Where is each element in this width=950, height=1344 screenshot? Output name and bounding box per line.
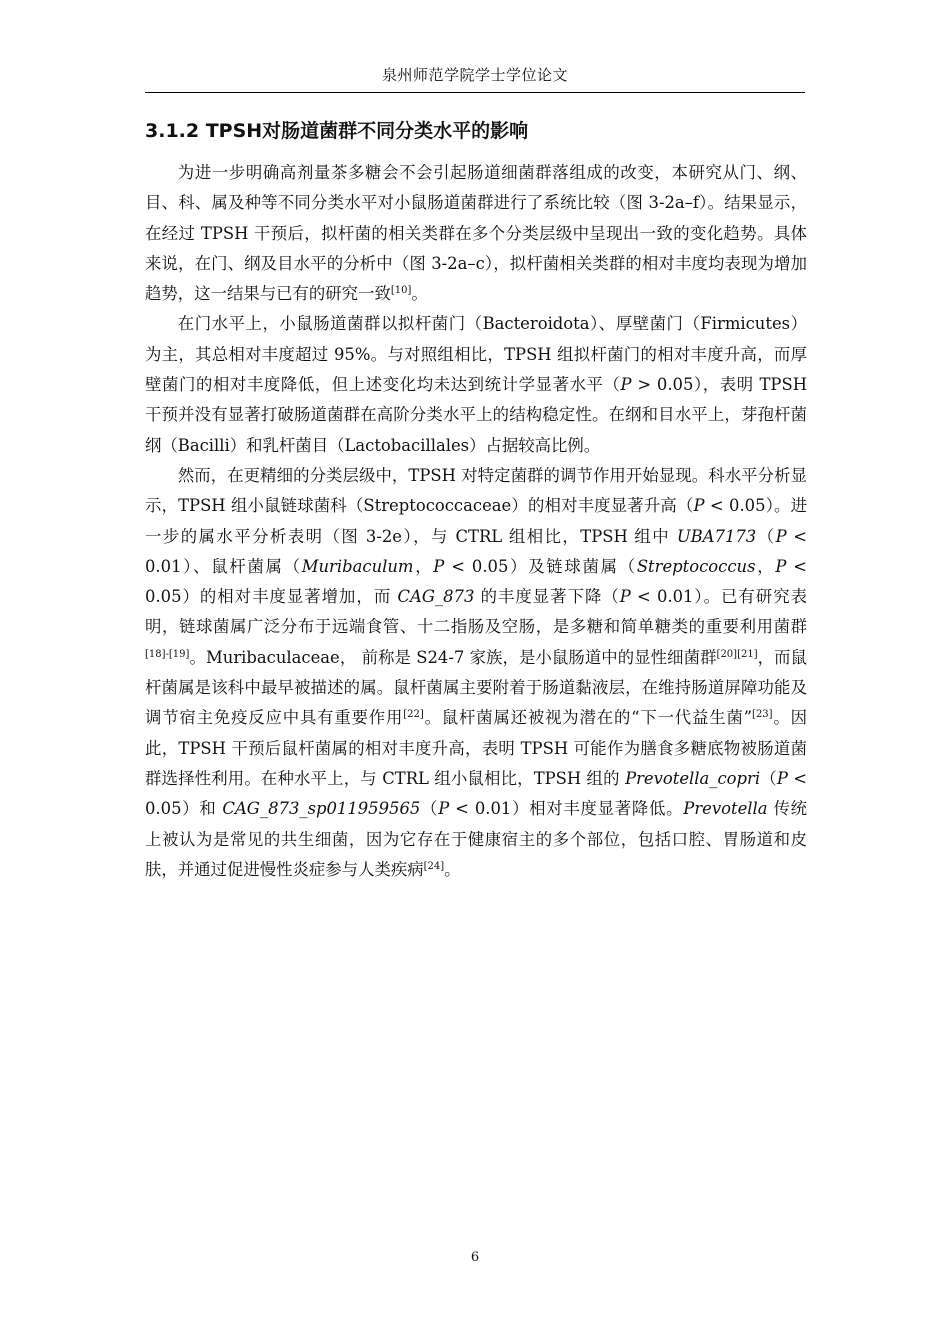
page-number: 6	[470, 1250, 480, 1265]
italic-term: CAG_873	[397, 587, 475, 607]
italic-term: Streptococcus	[636, 556, 756, 576]
italic-term: P	[433, 556, 445, 576]
text-run: ，而鼠杆菌属是该科中最早被描述的属。鼠杆菌属主要附着于肠道黏液层，在维持肠道屏障功能及调节宿主免疫反应中具有重要作用	[145, 647, 808, 728]
text-run: 。因此，TPSH 干预后鼠杆菌属的相对丰度升高，表明 TPSH 可能作为膳食多糖底物被肠道菌群选择性利用。在种水平上，与 CTRL 组小鼠相比，TPSH 组的	[145, 708, 808, 788]
text-run: < 0.05）及链球菌属（	[444, 556, 637, 576]
section-heading: 3.1.2 TPSH对肠道菌群不同分类水平的影响	[145, 120, 529, 142]
citation-ref: [20][21]	[716, 648, 758, 660]
text-run: < 0.05）的相对丰度显著增加，而	[145, 556, 807, 607]
text-run: 为进一步明确高剂量茶多糖会不会引起肠道细菌群落组成的改变，本研究从门、纲、目、科、属及种等不同分类水平对小鼠肠道菌群进行了系统比较（图 3-2a–f）。结果显示，在经过 TPSH 干预后，拟杆菌的相关类群在多个分类层级中呈现出一致的变化趋势。具体来说，在门、纲及目水平的分析中（图 3-2a–c），拟杆菌相关类群的相对丰度均表现为增加趋势，这一结果与已有的研究一致	[145, 163, 807, 304]
text-run: 。	[444, 859, 461, 879]
text-run: 在门水平上，小鼠肠道菌群以拟杆菌门（Bacteroidota）、厚壁菌门（Firmicutes）为主，其总相对丰度超过 95%。与对照组相比，TPSH 组拟杆菌门的相对丰度升高，而厚壁菌门的相对丰度降低，但上述变化均未达到统计学显著水平（	[145, 314, 807, 395]
header-title: 泉州师范学院学士学位论文	[381, 66, 568, 84]
italic-term: P	[693, 496, 705, 516]
italic-term: P	[438, 799, 450, 819]
paragraph	[145, 158, 807, 309]
citation-ref: [24]	[423, 860, 445, 872]
citation-ref: [18]-[19]	[145, 648, 190, 660]
body-text	[145, 158, 807, 885]
text-run: < 0.05）。进一步的属水平分析表明（图 3-2e），与 CTRL 组相比，TPSH 组中	[145, 496, 807, 546]
page-header	[145, 58, 805, 93]
text-run: 。	[411, 284, 428, 304]
italic-term: Muribaculum	[301, 556, 414, 576]
text-run: 传统上被认为是常见的共生细菌，因为它存在于健康宿主的多个部位，包括口腔、胃肠道和皮肤，并通过促进慢性炎症参与人类疾病	[145, 799, 807, 879]
citation-ref: [23]	[752, 709, 773, 721]
italic-term: P	[619, 587, 631, 607]
text-run: ，	[755, 556, 776, 576]
text-run: 的丰度显著下降（	[474, 587, 620, 607]
text-run: < 0.01）、鼠杆菌属（	[145, 526, 807, 576]
text-run: （	[760, 768, 777, 788]
paragraph	[145, 309, 807, 460]
italic-term: P	[620, 375, 632, 395]
citation-ref: [22]	[403, 709, 424, 721]
text-run: < 0.05）和	[145, 768, 807, 819]
italic-term: P	[775, 556, 787, 576]
text-run: （	[756, 526, 776, 546]
text-run: 。Muribaculaceae， 前称是 S24-7 家族，是小鼠肠道中的显性细菌群	[189, 647, 717, 667]
text-run: （	[420, 799, 439, 819]
italic-term: P	[775, 526, 787, 546]
italic-term: P	[776, 768, 788, 788]
italic-term: CAG_873_sp011959565	[222, 799, 421, 819]
italic-term: UBA7173	[676, 526, 757, 546]
text-run: 。鼠杆菌属还被视为潜在的“下一代益生菌”	[423, 708, 753, 728]
text-run: < 0.01）。已有研究表明，链球菌属广泛分布于远端食管、十二指肠及空肠，是多糖和简单糖类的重要利用菌群	[145, 587, 807, 637]
text-run: ，	[413, 556, 434, 576]
paragraph	[145, 461, 807, 885]
text-run: > 0.05），表明 TPSH 干预并没有显著打破肠道菌群在高阶分类水平上的结构稳定性。在纲和目水平上，芽孢杆菌纲（Bacilli）和乳杆菌目（Lactobacillales）占据较高比例。	[145, 375, 807, 455]
citation-ref: [10]	[390, 285, 412, 297]
text-run: < 0.01）相对丰度显著降低。	[449, 799, 684, 819]
text-run: 然而，在更精细的分类层级中，TPSH 对特定菌群的调节作用开始显现。科水平分析显示，TPSH 组小鼠链球菌科（Streptococcaceae）的相对丰度显著升高（	[145, 465, 807, 516]
italic-term: Prevotella	[683, 799, 768, 819]
italic-term: Prevotella_copri	[625, 768, 761, 788]
